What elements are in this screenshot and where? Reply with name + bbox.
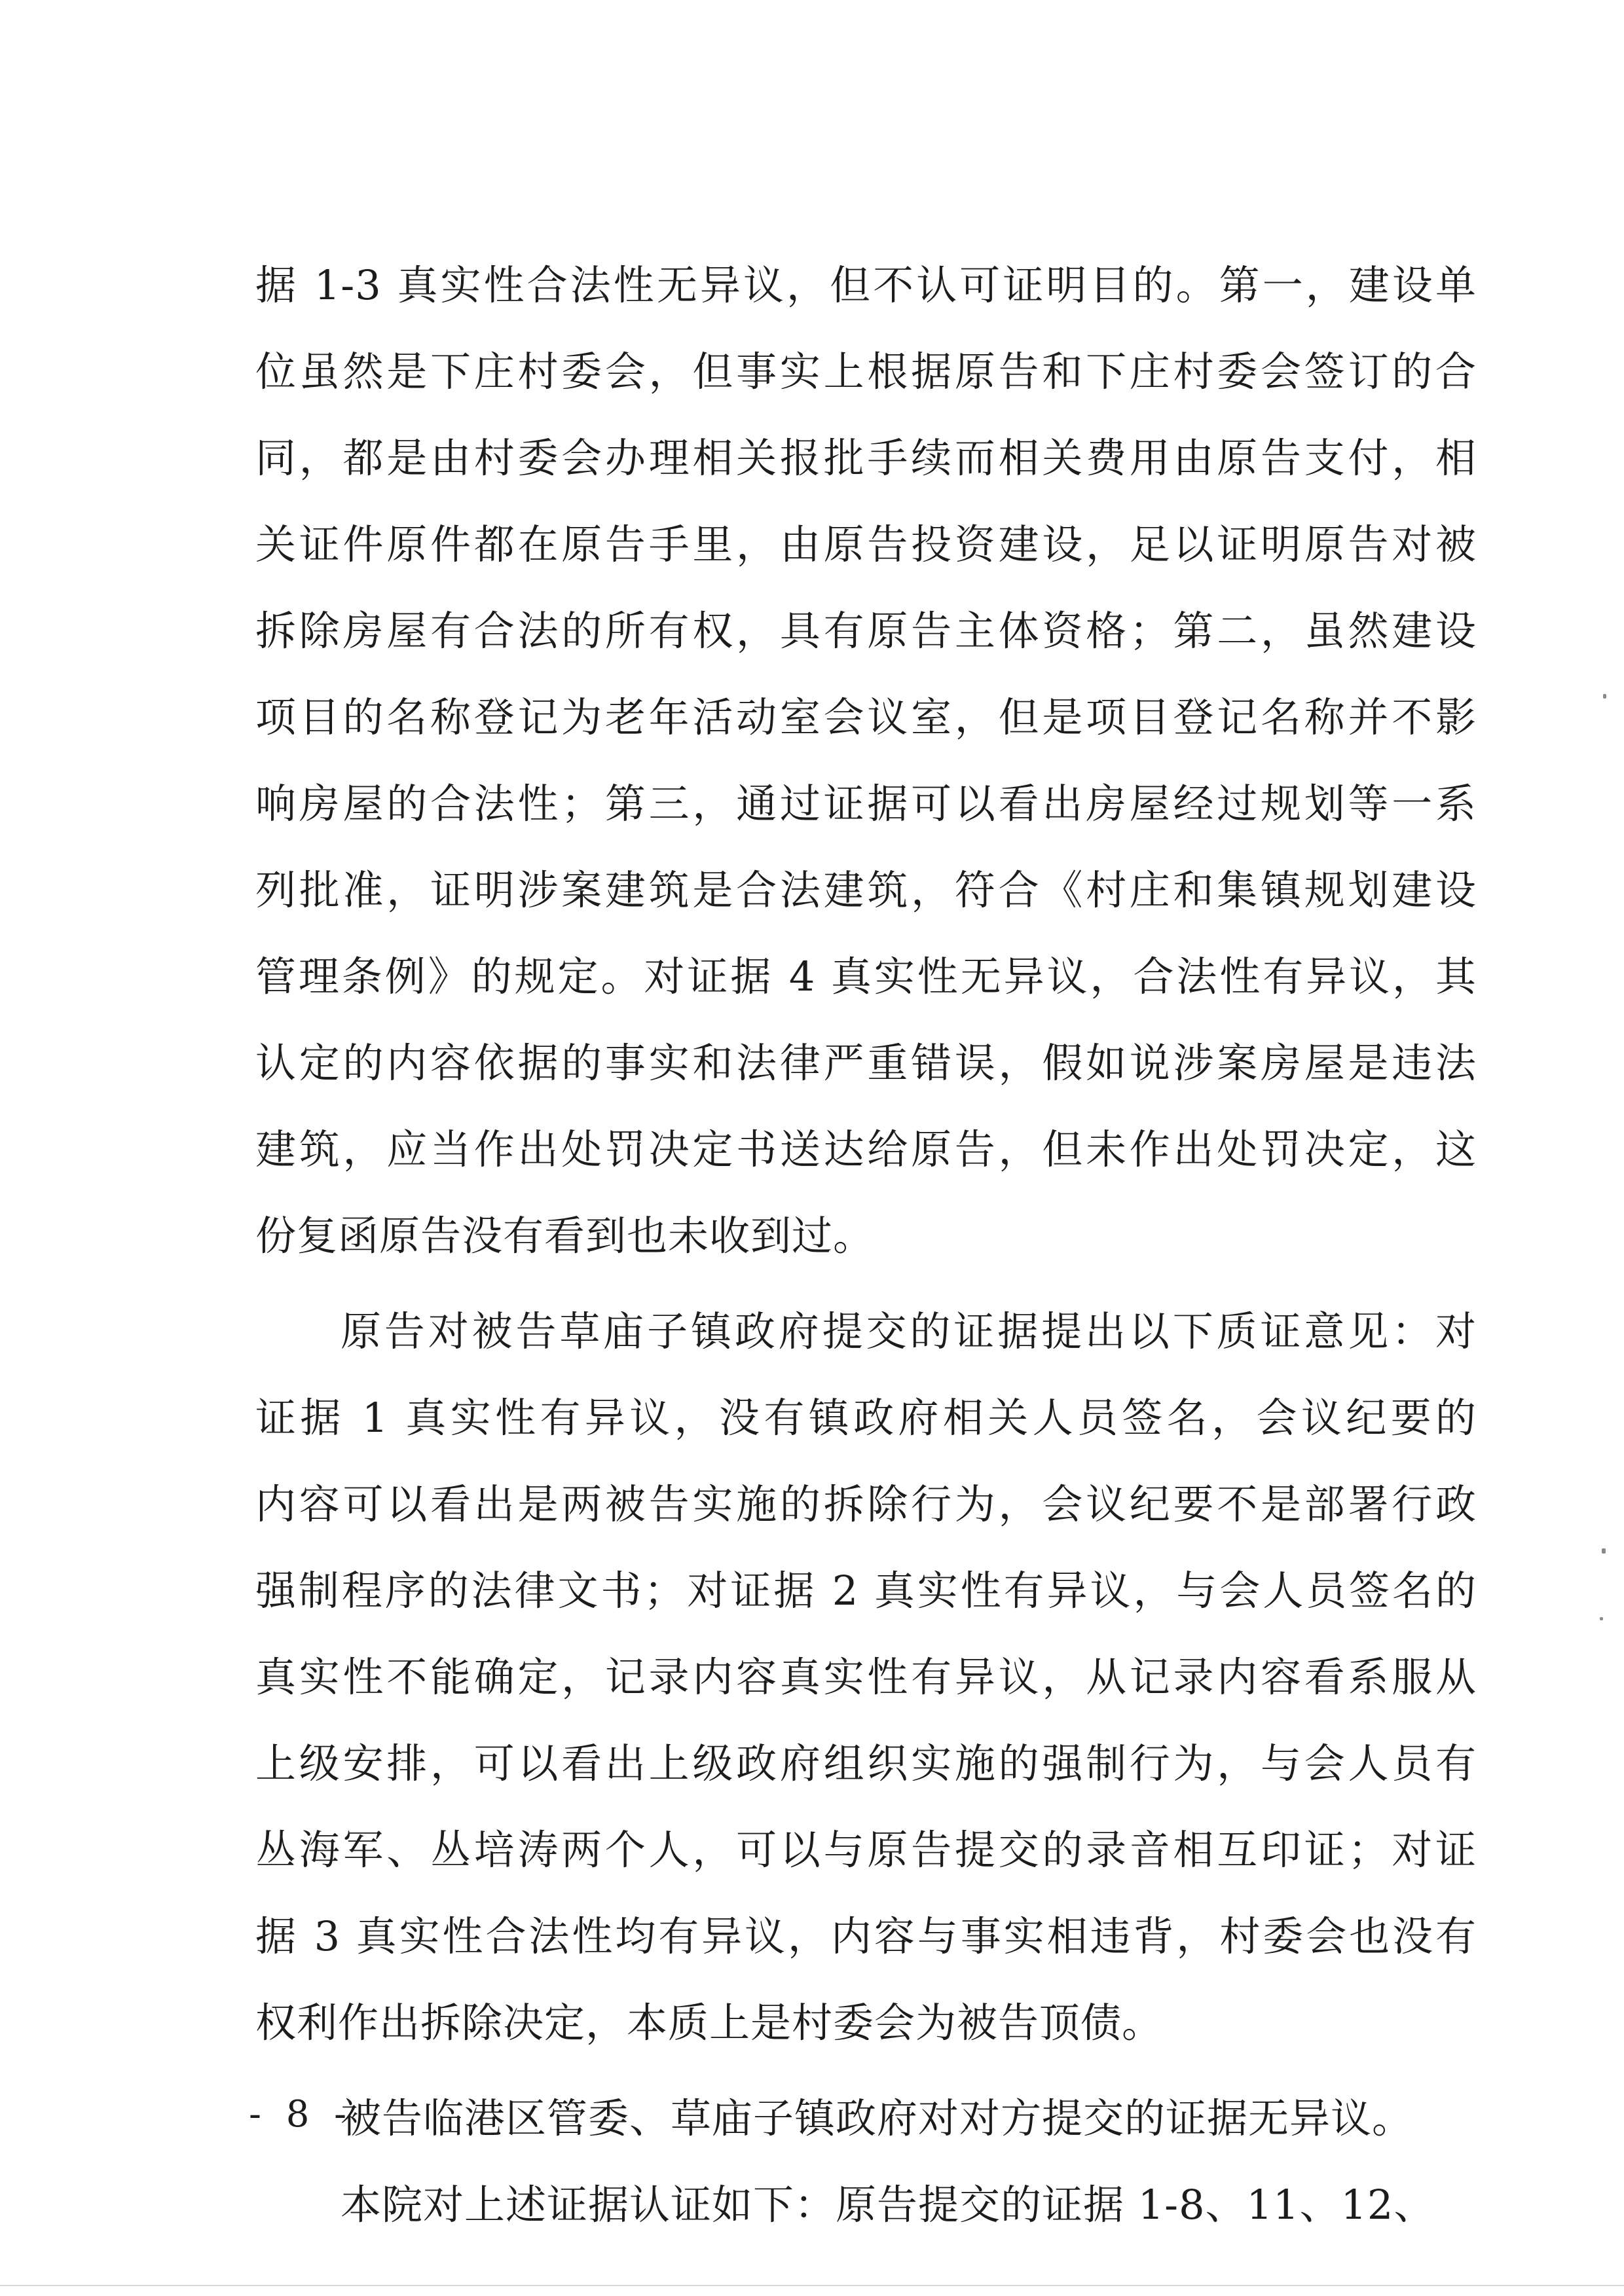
text-line: 原告对被告草庙子镇政府提交的证据提出以下质证意见：对 bbox=[341, 1307, 1477, 1355]
text-line: 份复函原告没有看到也未收到过。 bbox=[255, 1212, 875, 1260]
paragraph-2 bbox=[255, 1288, 1477, 2066]
document-body bbox=[255, 242, 1477, 2248]
text-line: 本院对上述证据认证如下：原告提交的证据 1-8、11、12、 bbox=[341, 2181, 1435, 2229]
text-line: 上级安排，可以看出上级政府组织实施的强制行为，与会人员有 bbox=[255, 1740, 1477, 1787]
text-line: 权利作出拆除决定，本质上是村委会为被告顶债。 bbox=[255, 1999, 1164, 2047]
text-line: 证据 1 真实性有异议，没有镇政府相关人员签名，会议纪要的 bbox=[255, 1394, 1477, 1442]
text-line: 认定的内容依据的事实和法律严重错误，假如说涉案房屋是违法 bbox=[255, 1039, 1477, 1087]
text-line: 被告临港区管委、草庙子镇政府对对方提交的证据无异议。 bbox=[341, 2094, 1414, 2142]
text-line: 真实性不能确定，记录内容真实性有异议，从记录内容看系服从 bbox=[255, 1653, 1477, 1701]
text-line: 建筑，应当作出处罚决定书送达给原告，但未作出处罚决定，这 bbox=[255, 1125, 1477, 1173]
paragraph-3 bbox=[255, 2075, 1477, 2162]
paragraph-1 bbox=[255, 242, 1477, 1279]
scan-speck bbox=[1603, 694, 1606, 699]
text-line: 位虽然是下庄村委会，但事实上根据原告和下庄村委会签订的合 bbox=[255, 348, 1477, 395]
paragraph-gap bbox=[255, 2066, 1477, 2075]
text-line: 据 3 真实性合法性均有异议，内容与事实相违背，村委会也没有 bbox=[255, 1912, 1477, 1960]
scan-speck bbox=[1600, 1617, 1603, 1620]
paragraph-gap bbox=[255, 1279, 1477, 1288]
text-line: 管理条例》的规定。对证据 4 真实性无异议，合法性有异议，其 bbox=[255, 953, 1477, 1000]
text-line: 项目的名称登记为老年活动室会议室，但是项目登记名称并不影 bbox=[255, 693, 1477, 741]
scan-edge-line bbox=[0, 2285, 1624, 2286]
text-line: 据 1-3 真实性合法性无异议，但不认可证明目的。第一，建设单 bbox=[255, 261, 1477, 309]
text-line: 列批准，证明涉案建筑是合法建筑，符合《村庄和集镇规划建设 bbox=[255, 866, 1477, 914]
text-line: 响房屋的合法性；第三，通过证据可以看出房屋经过规划等一系 bbox=[255, 780, 1477, 828]
text-line: 同，都是由村委会办理相关报批手续而相关费用由原告支付，相 bbox=[255, 434, 1477, 482]
paragraph-4 bbox=[255, 2162, 1477, 2248]
text-line: 关证件原件都在原告手里，由原告投资建设，足以证明原告对被 bbox=[255, 520, 1477, 568]
page-number: - 8 - bbox=[249, 2093, 354, 2136]
scan-speck bbox=[1602, 1548, 1606, 1554]
text-line: 内容可以看出是两被告实施的拆除行为，会议纪要不是部署行政 bbox=[255, 1480, 1477, 1528]
text-line: 丛海军、丛培涛两个人，可以与原告提交的录音相互印证；对证 bbox=[255, 1826, 1477, 1874]
text-line: 拆除房屋有合法的所有权，具有原告主体资格；第二，虽然建设 bbox=[255, 607, 1477, 655]
text-line: 强制程序的法律文书；对证据 2 真实性有异议，与会人员签名的 bbox=[255, 1567, 1477, 1614]
